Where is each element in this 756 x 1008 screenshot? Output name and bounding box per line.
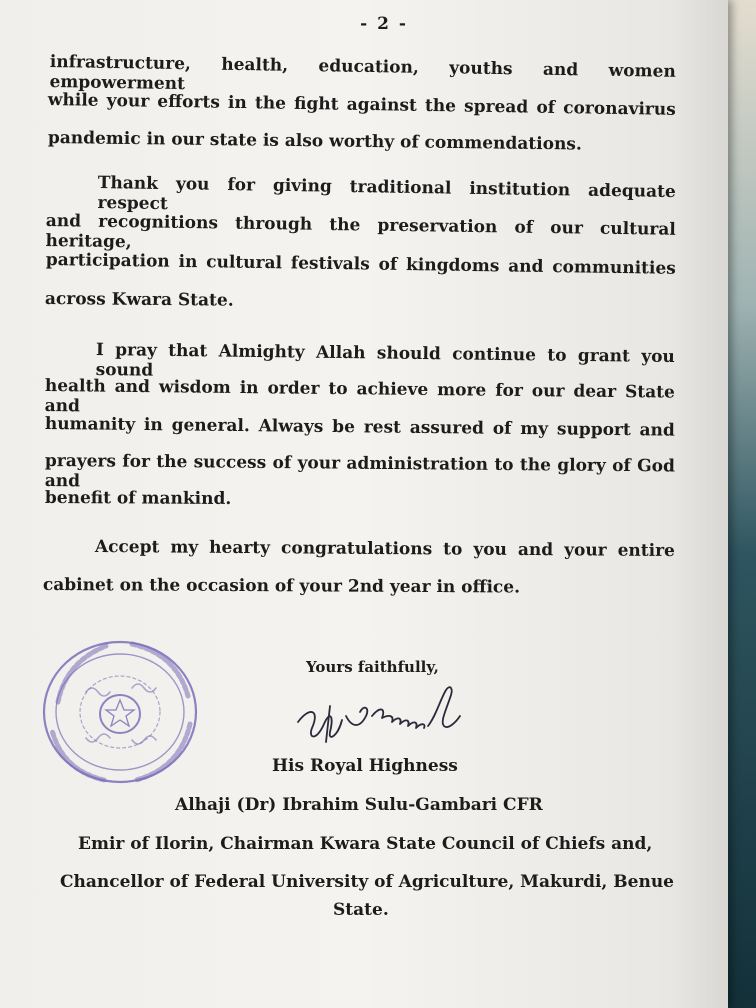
paragraph-3-line-3: humanity in general. Always be rest assured of my support and <box>44 414 675 441</box>
signatory-name: Alhaji (Dr) Ibrahim Sulu-Gambari CFR <box>175 795 543 815</box>
paragraph-3-line-5: benefit of mankind. <box>44 488 232 509</box>
paragraph-4-line-2: cabinet on the occasion of your 2nd year in office. <box>42 575 521 598</box>
paragraph-3-line-4: prayers for the success of your administration to the glory of God and <box>44 451 675 492</box>
paragraph-1-line-1: infrastructure, health, education, youths and women empowerment <box>49 52 676 95</box>
page-number: - 2 - <box>360 14 408 34</box>
signatory-role-2-line-1: Chancellor of Federal University of Agriculture, Makurdi, Benue <box>60 872 674 892</box>
paragraph-1-line-2: while your efforts in the fight against the spread of coronavirus <box>47 90 676 120</box>
paragraph-2-line-2: and recognitions through the preservation of our cultural heritage, <box>45 211 676 253</box>
paragraph-2-line-3: participation in cultural festivals of kingdoms and communities <box>45 250 676 279</box>
signatory-title: His Royal Highness <box>272 756 458 776</box>
official-seal-stamp <box>36 632 206 792</box>
paragraph-3-line-1: I pray that Almighty Allah should continue to grant you sound <box>95 340 675 381</box>
signatory-role-2-line-2: State. <box>333 900 389 920</box>
valediction: Yours faithfully, <box>306 658 439 676</box>
paragraph-2-line-1: Thank you for giving traditional institution adequate respect <box>97 173 676 215</box>
paragraph-4-line-1: Accept my hearty congratulations to you and your entire <box>94 537 675 562</box>
signatory-role-1: Emir of Ilorin, Chairman Kwara State Council of Chiefs and, <box>78 834 653 854</box>
handwritten-signature <box>290 676 470 756</box>
paragraph-1-line-3: pandemic in our state is also worthy of commendations. <box>47 128 582 155</box>
paragraph-2-line-4: across Kwara State. <box>44 289 234 311</box>
paragraph-3-line-2: health and wisdom in order to achieve more for our dear State and <box>44 376 675 417</box>
